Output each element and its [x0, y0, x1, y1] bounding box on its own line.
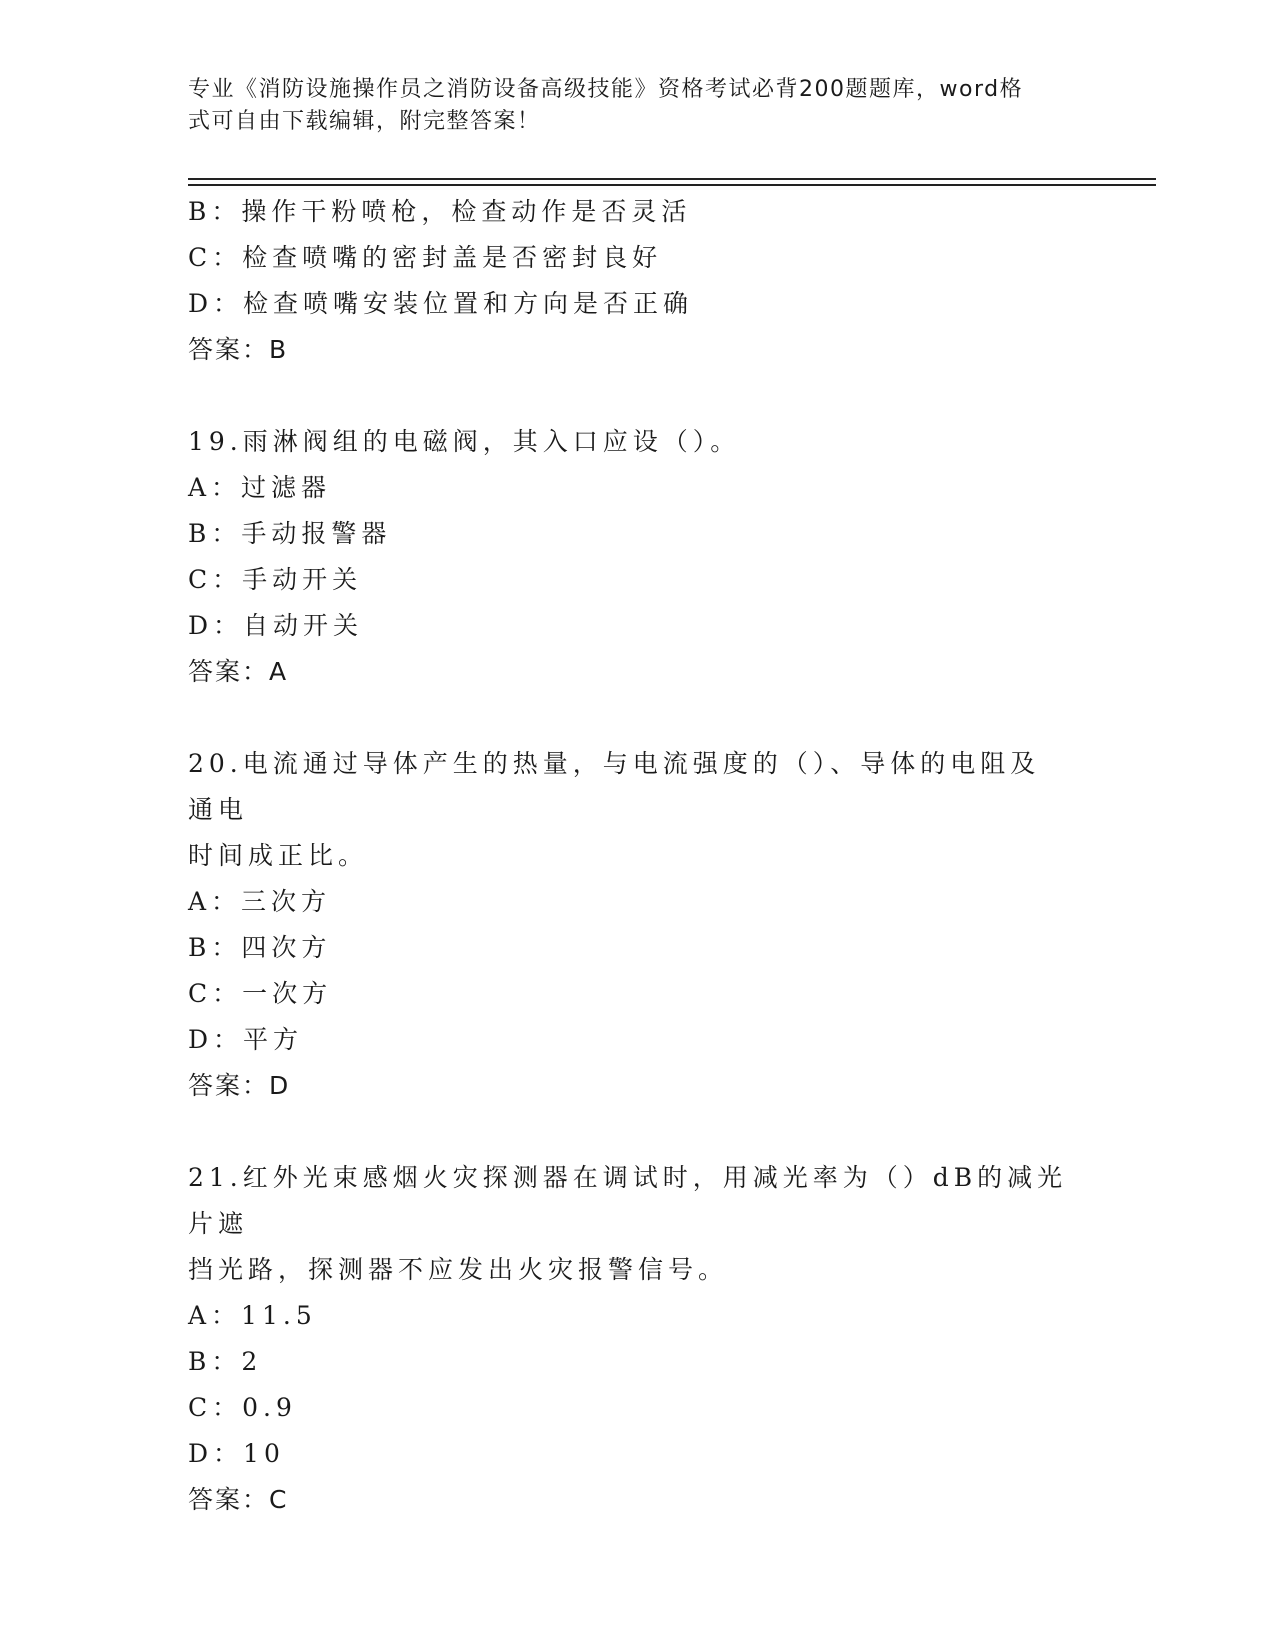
answer: 答案：A [188, 657, 289, 686]
option-d: D：自动开关 [188, 611, 364, 640]
question-stem-line-1: 20.电流通过导体产生的热量，与电流强度的（）、导体的电阻及通电 [188, 749, 1041, 824]
header-divider-top [188, 178, 1156, 180]
option-a: A：三次方 [188, 887, 332, 916]
option-c: C：0.9 [188, 1393, 297, 1422]
question-19 [188, 419, 1088, 695]
header-line-1: 专业《消防设施操作员之消防设备高级技能》资格考试必背200题题库，word格 [188, 77, 1024, 102]
header-line-2: 式可自由下载编辑，附完整答案！ [188, 109, 541, 134]
question-stem-line-1: 21.红外光束感烟火灾探测器在调试时，用减光率为（）dB的减光片遮 [188, 1163, 1068, 1238]
header-divider-bottom [188, 184, 1156, 186]
option-c: C：手动开关 [188, 565, 363, 594]
document-header [188, 74, 1068, 138]
question-stem-line-2: 时间成正比。 [188, 841, 369, 870]
question-21 [188, 1155, 1088, 1523]
answer: 答案：C [188, 1485, 289, 1514]
question-stem: 19.雨淋阀组的电磁阀，其入口应设（）。 [188, 427, 741, 456]
option-a: A：11.5 [188, 1301, 317, 1330]
question-20 [188, 741, 1088, 1109]
option-c: C：检查喷嘴的密封盖是否密封良好 [188, 243, 663, 272]
option-c: C：一次方 [188, 979, 333, 1008]
option-b: B：2 [188, 1347, 263, 1376]
option-b: B：操作干粉喷枪，检查动作是否灵活 [188, 197, 692, 226]
option-b: B：手动报警器 [188, 519, 392, 548]
option-a: A：过滤器 [188, 473, 332, 502]
question-list [188, 189, 1088, 1523]
option-d: D：平方 [188, 1025, 304, 1054]
answer: 答案：D [188, 1071, 291, 1100]
answer: 答案：B [188, 335, 289, 364]
option-b: B：四次方 [188, 933, 332, 962]
question-18-tail [188, 189, 1088, 373]
option-d: D：10 [188, 1439, 285, 1468]
option-d: D：检查喷嘴安装位置和方向是否正确 [188, 289, 694, 318]
question-stem-line-2: 挡光路，探测器不应发出火灾报警信号。 [188, 1255, 729, 1284]
